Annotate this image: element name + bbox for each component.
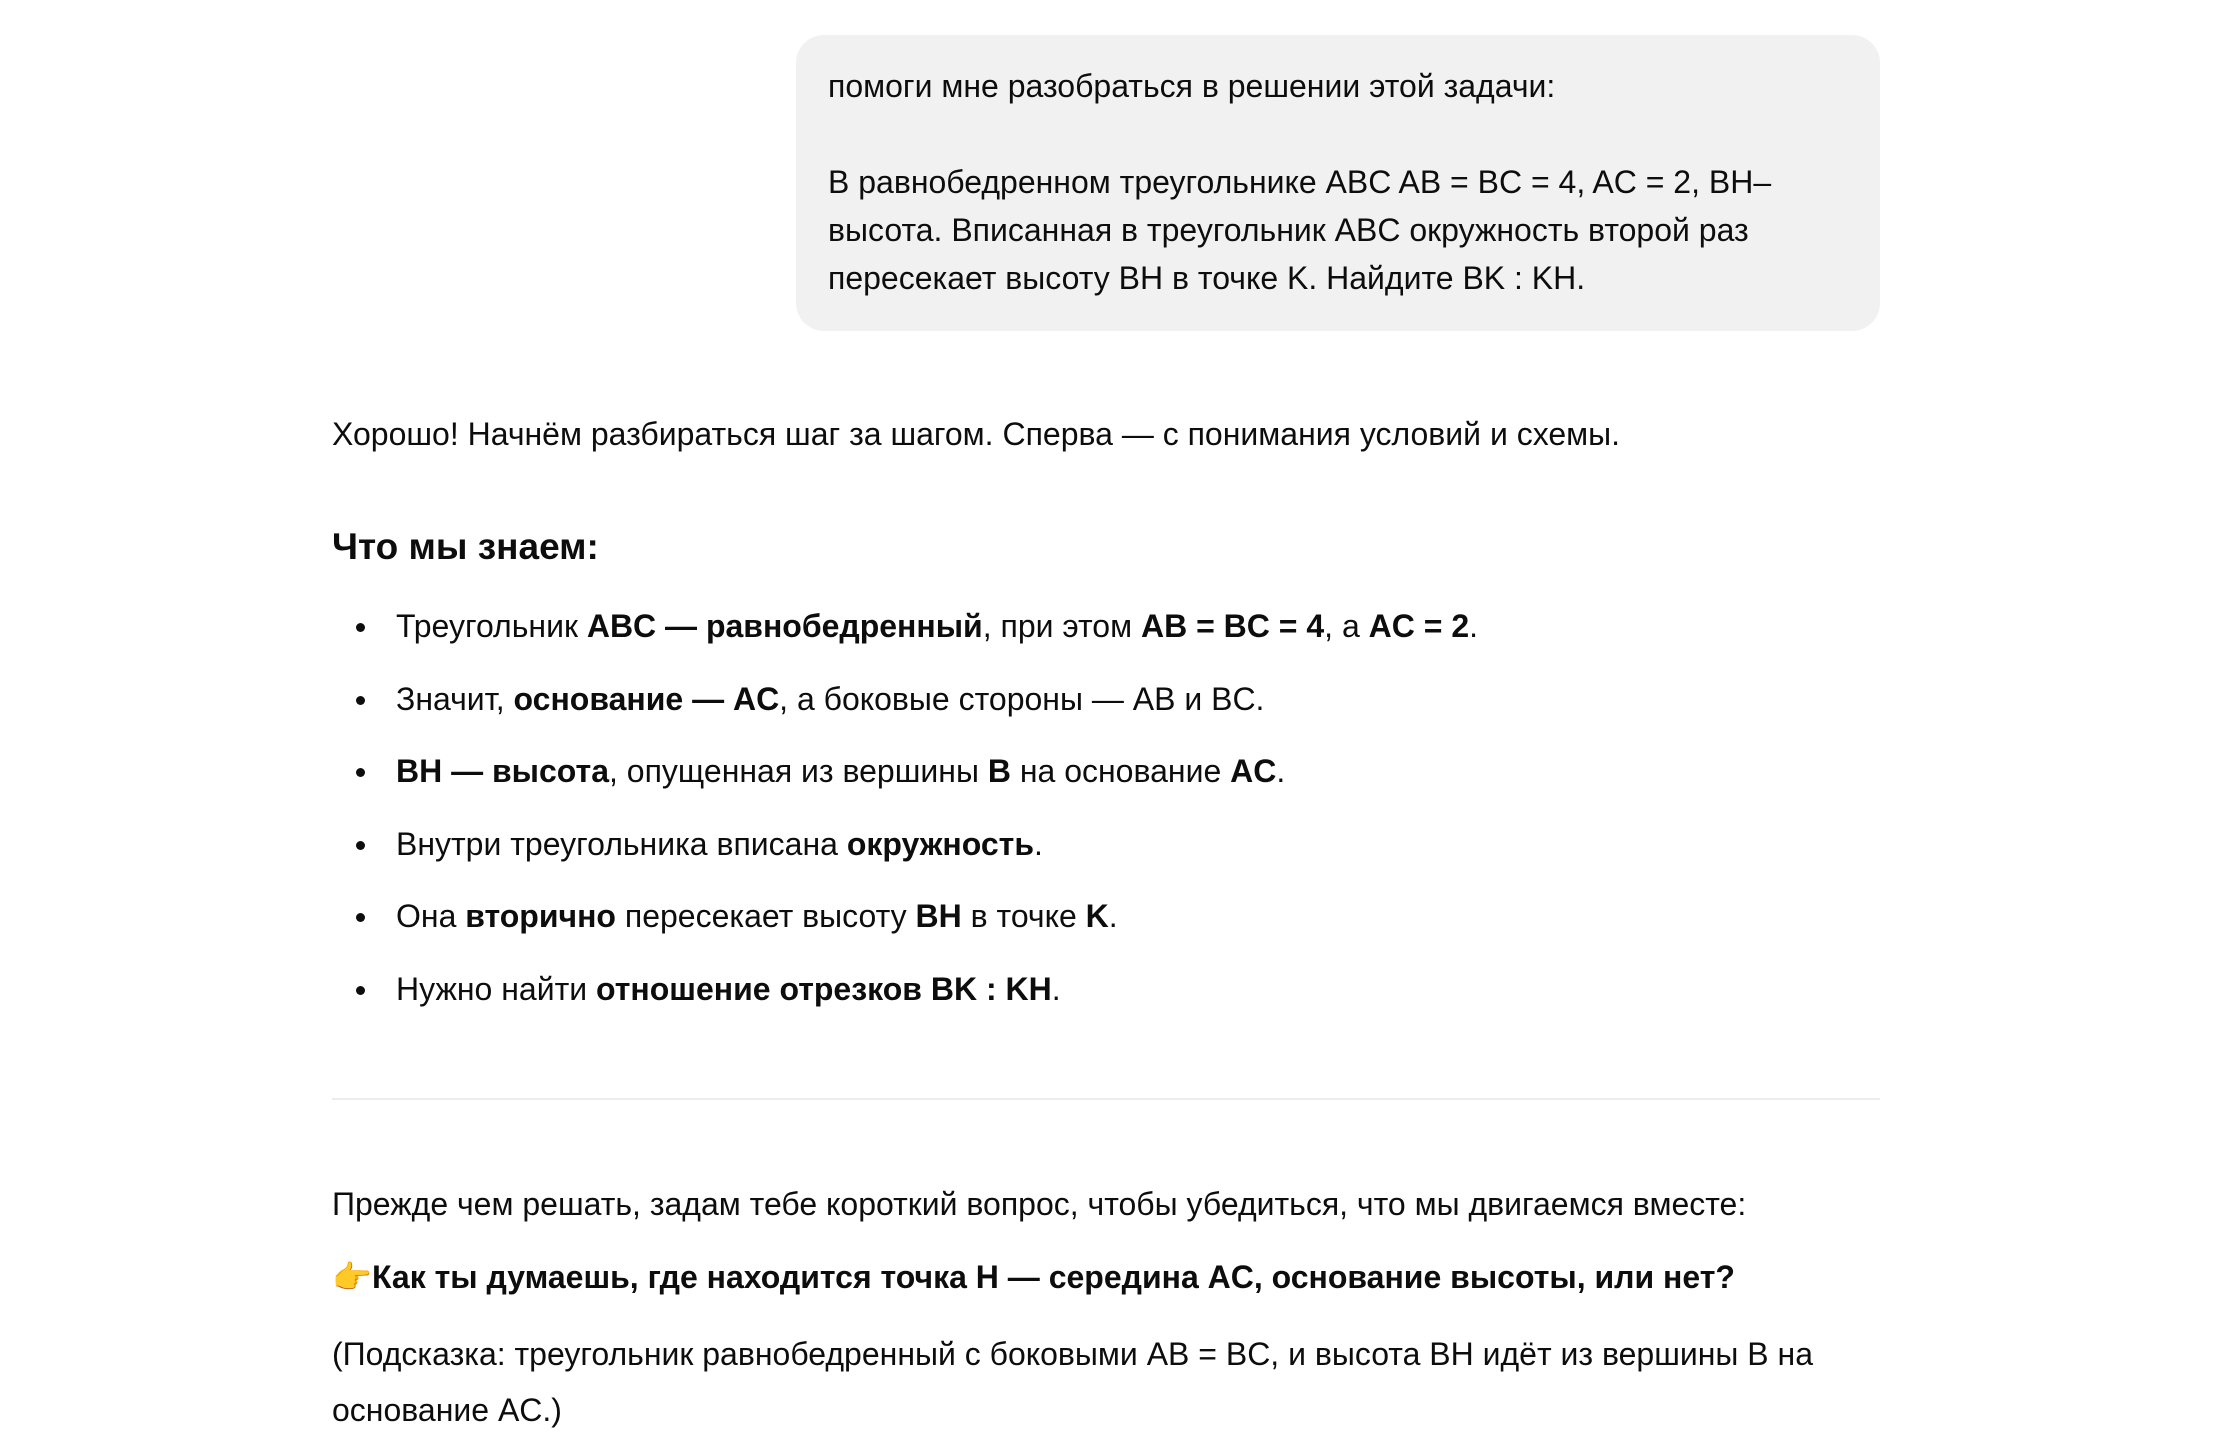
bold-text: BH — [915, 898, 962, 935]
text: . — [1108, 898, 1118, 935]
text: . — [1276, 753, 1286, 790]
bullet-dot-icon — [356, 768, 365, 777]
hint-text: (Подсказка: треугольник равнобедренный с боковыми AB = BC, и высота BH идёт из вершины B на основание AC.) — [332, 1336, 1813, 1428]
text: Треугольник — [396, 608, 587, 644]
bold-text: AC — [1230, 753, 1277, 790]
text: , а боковые стороны — AB и BC. — [779, 680, 1265, 717]
text: Она — [396, 898, 466, 935]
bold-text: AC = 2 — [1368, 608, 1470, 644]
facts-list — [332, 602, 1880, 1038]
bullet-dot-icon — [356, 841, 365, 850]
bullet-dot-icon — [356, 623, 365, 632]
bold-text: основание — AC — [513, 680, 780, 717]
assistant-intro: Хорошо! Начнём разбираться шаг за шагом. Сперва — с понимания условий и схемы. — [332, 416, 1621, 452]
bold-text: AB = BC = 4 — [1140, 608, 1325, 644]
question-intro: Прежде чем решать, задам тебе короткий вопрос, чтобы убедиться, что мы двигаемся вместе: — [332, 1186, 1747, 1222]
list-item — [332, 965, 1880, 1038]
bullet-dot-icon — [356, 913, 365, 922]
text: Внутри треугольника вписана — [396, 825, 847, 862]
question-label: Как ты думаешь, где находится точка H — середина AC, основание высоты, или нет? — [372, 1259, 1735, 1295]
bold-text: ABC — равнобедренный — [586, 608, 983, 644]
list-item — [332, 602, 1880, 675]
bold-text: отношение отрезков BK : KH — [596, 970, 1052, 1007]
question-text — [332, 1253, 1735, 1301]
text: Значит, — [396, 680, 514, 717]
divider — [332, 1098, 1880, 1100]
user-message-problem: В равнобедренном треугольнике ABC AB = BC = 4, AC = 2, BH– высота. Вписанная в треугольник ABC окружность второй раз пересекает высоту BH в точке K. Найдите BK : KH. — [828, 164, 1772, 296]
text: . — [1033, 825, 1043, 862]
bold-text: вторично — [465, 898, 616, 935]
text: , опущенная из вершины — [609, 753, 988, 790]
user-message-line: помоги мне разобраться в решении этой задачи: — [828, 68, 1556, 104]
text: , при этом — [982, 608, 1141, 644]
section-heading: Что мы знаем: — [332, 526, 599, 567]
list-item — [332, 747, 1880, 820]
text: . — [1469, 608, 1478, 644]
pointing-hand-icon: 👉 — [332, 1259, 372, 1295]
text: , а — [1324, 608, 1369, 644]
bold-text: K — [1085, 898, 1109, 935]
text: на основание — [1010, 753, 1231, 790]
list-item — [332, 675, 1880, 748]
user-message-bubble — [796, 35, 1880, 331]
bullet-dot-icon — [356, 696, 365, 705]
text: пересекает высоту — [615, 898, 916, 935]
bullet-dot-icon — [356, 986, 365, 995]
list-item — [332, 820, 1880, 893]
list-item — [332, 892, 1880, 965]
bold-text: окружность — [846, 825, 1034, 862]
text: в точке — [961, 898, 1086, 935]
bold-text: B — [987, 753, 1011, 790]
text: . — [1051, 970, 1061, 1007]
text: Нужно найти — [396, 970, 596, 1007]
bold-text: BH — высота — [396, 753, 610, 790]
